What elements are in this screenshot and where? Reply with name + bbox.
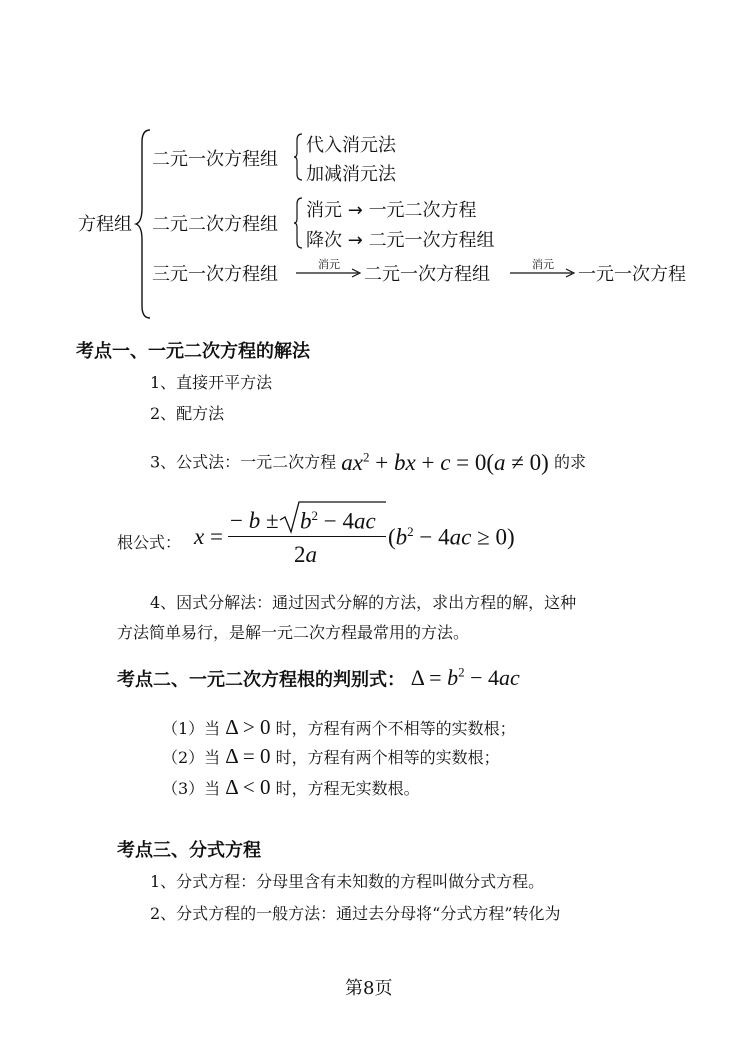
section1-item1: 1、直接开平方法 bbox=[150, 373, 273, 392]
item3-prefix: 3、公式法：一元二次方程 bbox=[150, 452, 337, 472]
branch2-label: 二元二次方程组 bbox=[152, 214, 278, 235]
case-row bbox=[162, 715, 516, 740]
right-arrow-icon: → bbox=[347, 230, 363, 251]
section1-item4-line1: 4、因式分解法：通过因式分解的方法，求出方程的解，这种 bbox=[150, 593, 577, 612]
section1-heading: 考点一、一元二次方程的解法 bbox=[76, 341, 310, 362]
branch2-brace bbox=[294, 196, 304, 250]
case-number: （1）当 bbox=[162, 719, 221, 738]
case-condition: Δ = 0 bbox=[225, 744, 271, 768]
branch2-step1-from: 消元 bbox=[306, 200, 342, 221]
branch3-end: 一元一次方程 bbox=[578, 264, 686, 285]
section3-item1: 1、分式方程：分母里含有未知数的方程叫做分式方程。 bbox=[150, 872, 545, 891]
item3-suffix: 的求 bbox=[553, 452, 586, 472]
branch3-arrow-1 bbox=[296, 256, 362, 280]
quadratic-formula: x = − b ± $b^2 - 4ac$ 2a $(b^2 - 4ac \ge 0)$ bbox=[194, 500, 534, 570]
branch1-brace bbox=[294, 132, 304, 182]
case-text: 时，方程有两个不相等的实数根； bbox=[275, 719, 516, 738]
long-arrow-icon bbox=[510, 268, 576, 278]
section1-item2: 2、配方法 bbox=[150, 404, 225, 423]
branch2-step2-from: 降次 bbox=[306, 230, 342, 251]
case-number: （3）当 bbox=[162, 779, 221, 798]
branch1-method-1: 代入消元法 bbox=[306, 135, 396, 156]
quadratic-equation: $ax^2$ + bx + c = 0(a ≠ 0) bbox=[341, 449, 549, 475]
section3-item2: 2、分式方程的一般方法：通过去分母将“分式方程”转化为 bbox=[150, 904, 561, 923]
branch2-step2 bbox=[306, 226, 495, 252]
section1-item3 bbox=[150, 449, 586, 476]
long-arrow-icon bbox=[296, 268, 362, 278]
section2-heading-row bbox=[117, 665, 520, 691]
section3-heading: 考点三、分式方程 bbox=[117, 840, 261, 861]
case-row bbox=[162, 775, 420, 800]
section2-heading: 考点二、一元二次方程根的判别式： bbox=[117, 669, 405, 691]
case-condition: Δ < 0 bbox=[225, 775, 271, 799]
branch3-arrow-2 bbox=[510, 256, 576, 280]
case-number: （2）当 bbox=[162, 748, 221, 767]
branch2-step1-to: 一元二次方程 bbox=[368, 200, 477, 221]
case-text: 时，方程无实数根。 bbox=[275, 779, 420, 798]
case-text: 时，方程有两个相等的实数根； bbox=[275, 748, 500, 767]
branch2-step1 bbox=[306, 196, 477, 222]
branch3-label: 三元一次方程组 bbox=[152, 264, 278, 285]
branch3-middle: 二元一次方程组 bbox=[364, 264, 490, 285]
case-condition: Δ > 0 bbox=[225, 715, 271, 739]
right-arrow-icon: → bbox=[347, 200, 363, 221]
discriminant-formula: $\Delta = b^2 - 4ac$ bbox=[410, 665, 520, 691]
branch3-arrow2-label: 消元 bbox=[532, 258, 554, 271]
branch1-label: 二元一次方程组 bbox=[152, 149, 278, 170]
root-label: 根公式： bbox=[117, 533, 182, 552]
branch2-step2-to: 二元一次方程组 bbox=[368, 230, 495, 251]
overview-root: 方程组 bbox=[78, 214, 132, 235]
branch3-arrow1-label: 消元 bbox=[318, 258, 340, 271]
page-number: 第8页 bbox=[345, 978, 393, 999]
branch1-method-2: 加减消元法 bbox=[306, 164, 396, 185]
case-row bbox=[162, 744, 500, 769]
section1-item4-line2: 方法简单易行，是解一元二次方程最常用的方法。 bbox=[117, 623, 470, 642]
